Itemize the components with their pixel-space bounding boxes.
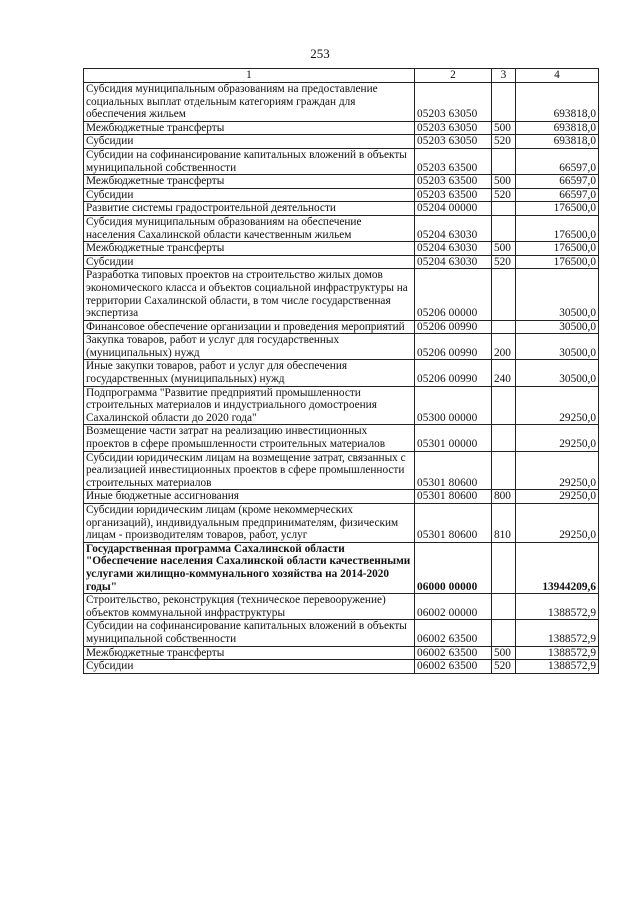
- row-type: [492, 386, 516, 425]
- table-row: [84, 320, 599, 334]
- table-row: [84, 242, 599, 256]
- table-row: [84, 175, 599, 189]
- table-body: [84, 83, 599, 674]
- row-name: Развитие системы градостроительной деятельности: [84, 202, 415, 216]
- table-row: [84, 135, 599, 149]
- row-amount: 1388572,9: [516, 646, 599, 660]
- table-row: [84, 188, 599, 202]
- row-code: 05204 63030: [415, 215, 492, 241]
- table-row: [84, 425, 599, 451]
- row-name: Субсидии юридическим лицам на возмещение затрат, связанных с реализацией инвестиционных проектов в сфере промышленности строительных материалов: [84, 451, 415, 490]
- table-row: [84, 121, 599, 135]
- row-name: Субсидии: [84, 135, 415, 149]
- row-name: Государственная программа Сахалинской области "Обеспечение населения Сахалинской области качественными услугами жилищно-коммунального хозяйства на 2014-2020 годы": [84, 542, 415, 593]
- row-amount: 29250,0: [516, 490, 599, 504]
- row-amount: 176500,0: [516, 202, 599, 216]
- row-type: 800: [492, 490, 516, 504]
- table-row: [84, 202, 599, 216]
- budget-table: [83, 68, 599, 674]
- row-type: 500: [492, 646, 516, 660]
- row-type: [492, 202, 516, 216]
- row-amount: 693818,0: [516, 83, 599, 122]
- row-amount: 693818,0: [516, 135, 599, 149]
- row-type: 500: [492, 175, 516, 189]
- row-code: 05301 80600: [415, 451, 492, 490]
- header-amount: 4: [516, 69, 599, 83]
- table-row: [84, 504, 599, 543]
- row-name: Финансовое обеспечение организации и проведения мероприятий: [84, 320, 415, 334]
- table-row: [84, 215, 599, 241]
- table-row: [84, 620, 599, 646]
- table-header-row: [84, 69, 599, 83]
- table-row: [84, 386, 599, 425]
- row-code: 05301 00000: [415, 425, 492, 451]
- row-type: 520: [492, 660, 516, 674]
- row-amount: 29250,0: [516, 386, 599, 425]
- table-row: [84, 360, 599, 386]
- row-name: Межбюджетные трансферты: [84, 646, 415, 660]
- row-code: 05301 80600: [415, 504, 492, 543]
- row-type: [492, 451, 516, 490]
- table-row: [84, 269, 599, 320]
- row-type: [492, 594, 516, 620]
- row-code: 05203 63050: [415, 121, 492, 135]
- row-type: [492, 542, 516, 593]
- row-type: 520: [492, 188, 516, 202]
- row-code: 06002 63500: [415, 660, 492, 674]
- row-amount: 66597,0: [516, 175, 599, 189]
- row-name: Субсидии на софинансирование капитальных вложений в объекты муниципальной собственности: [84, 148, 415, 174]
- row-type: [492, 620, 516, 646]
- row-code: 06002 63500: [415, 620, 492, 646]
- table-row: [84, 255, 599, 269]
- row-amount: 30500,0: [516, 360, 599, 386]
- row-name: Иные закупки товаров, работ и услуг для обеспечения государственных (муниципальных) нужд: [84, 360, 415, 386]
- row-amount: 176500,0: [516, 242, 599, 256]
- row-code: 05203 63500: [415, 175, 492, 189]
- row-name: Разработка типовых проектов на строительство жилых домов экономического класса и объектов социальной инфраструктуры на территории Сахалинской области, в том числе государственная экспертиза: [84, 269, 415, 320]
- row-code: 05203 63050: [415, 83, 492, 122]
- table-row: [84, 490, 599, 504]
- row-name: Подпрограмма "Развитие предприятий промышленности строительных материалов и индустриального домостроения Сахалинской области до 2020 года": [84, 386, 415, 425]
- row-code: 06000 00000: [415, 542, 492, 593]
- table-row: [84, 660, 599, 674]
- table-row: [84, 451, 599, 490]
- table-row: [84, 594, 599, 620]
- row-amount: 66597,0: [516, 188, 599, 202]
- row-code: 06002 00000: [415, 594, 492, 620]
- row-type: 500: [492, 121, 516, 135]
- row-code: 05206 00990: [415, 334, 492, 360]
- row-amount: 29250,0: [516, 425, 599, 451]
- row-amount: 1388572,9: [516, 594, 599, 620]
- row-amount: 1388572,9: [516, 620, 599, 646]
- row-code: 05206 00990: [415, 360, 492, 386]
- row-name: Закупка товаров, работ и услуг для государственных (муниципальных) нужд: [84, 334, 415, 360]
- table-row: [84, 334, 599, 360]
- table-row: [84, 542, 599, 593]
- row-name: Субсидии юридическим лицам (кроме некоммерческих организаций), индивидуальным предпринимателям, физическим лицам - производителям товаров, работ, услуг: [84, 504, 415, 543]
- row-amount: 13944209,6: [516, 542, 599, 593]
- row-amount: 176500,0: [516, 215, 599, 241]
- row-amount: 1388572,9: [516, 660, 599, 674]
- row-type: [492, 148, 516, 174]
- header-type: 3: [492, 69, 516, 83]
- row-type: [492, 269, 516, 320]
- row-code: 05301 80600: [415, 490, 492, 504]
- row-type: 810: [492, 504, 516, 543]
- row-name: Субсидия муниципальным образованиям на обеспечение населения Сахалинской области качественным жильем: [84, 215, 415, 241]
- table-row: [84, 148, 599, 174]
- page-number: 253: [310, 46, 330, 61]
- row-name: Межбюджетные трансферты: [84, 242, 415, 256]
- row-code: 05204 63030: [415, 242, 492, 256]
- row-code: 05203 63050: [415, 135, 492, 149]
- row-amount: 29250,0: [516, 504, 599, 543]
- row-code: 05203 63500: [415, 148, 492, 174]
- row-code: 05204 63030: [415, 255, 492, 269]
- row-name: Межбюджетные трансферты: [84, 121, 415, 135]
- row-name: Субсидия муниципальным образованиям на предоставление социальных выплат отдельным категориям граждан для обеспечения жильем: [84, 83, 415, 122]
- row-amount: 29250,0: [516, 451, 599, 490]
- table-row: [84, 646, 599, 660]
- row-type: 240: [492, 360, 516, 386]
- row-name: Межбюджетные трансферты: [84, 175, 415, 189]
- row-name: Субсидии на софинансирование капитальных вложений в объекты муниципальной собственности: [84, 620, 415, 646]
- row-name: Субсидии: [84, 255, 415, 269]
- row-name: Субсидии: [84, 660, 415, 674]
- row-type: 520: [492, 255, 516, 269]
- row-type: 520: [492, 135, 516, 149]
- row-type: [492, 425, 516, 451]
- row-amount: 176500,0: [516, 255, 599, 269]
- row-name: Иные бюджетные ассигнования: [84, 490, 415, 504]
- row-type: 200: [492, 334, 516, 360]
- row-code: 05204 00000: [415, 202, 492, 216]
- row-amount: 30500,0: [516, 320, 599, 334]
- row-code: 05206 00000: [415, 269, 492, 320]
- row-amount: 30500,0: [516, 269, 599, 320]
- table-row: [84, 83, 599, 122]
- row-code: 06002 63500: [415, 646, 492, 660]
- row-amount: 693818,0: [516, 121, 599, 135]
- row-code: 05300 00000: [415, 386, 492, 425]
- row-name: Возмещение части затрат на реализацию инвестиционных проектов в сфере промышленности строительных материалов: [84, 425, 415, 451]
- header-code: 2: [415, 69, 492, 83]
- row-amount: 30500,0: [516, 334, 599, 360]
- row-code: 05203 63500: [415, 188, 492, 202]
- row-type: [492, 83, 516, 122]
- row-type: 500: [492, 242, 516, 256]
- row-name: Субсидии: [84, 188, 415, 202]
- row-amount: 66597,0: [516, 148, 599, 174]
- row-type: [492, 215, 516, 241]
- row-code: 05206 00990: [415, 320, 492, 334]
- row-name: Строительство, реконструкция (техническое перевооружение) объектов коммунальной инфраструктуры: [84, 594, 415, 620]
- header-name: 1: [84, 69, 415, 83]
- row-type: [492, 320, 516, 334]
